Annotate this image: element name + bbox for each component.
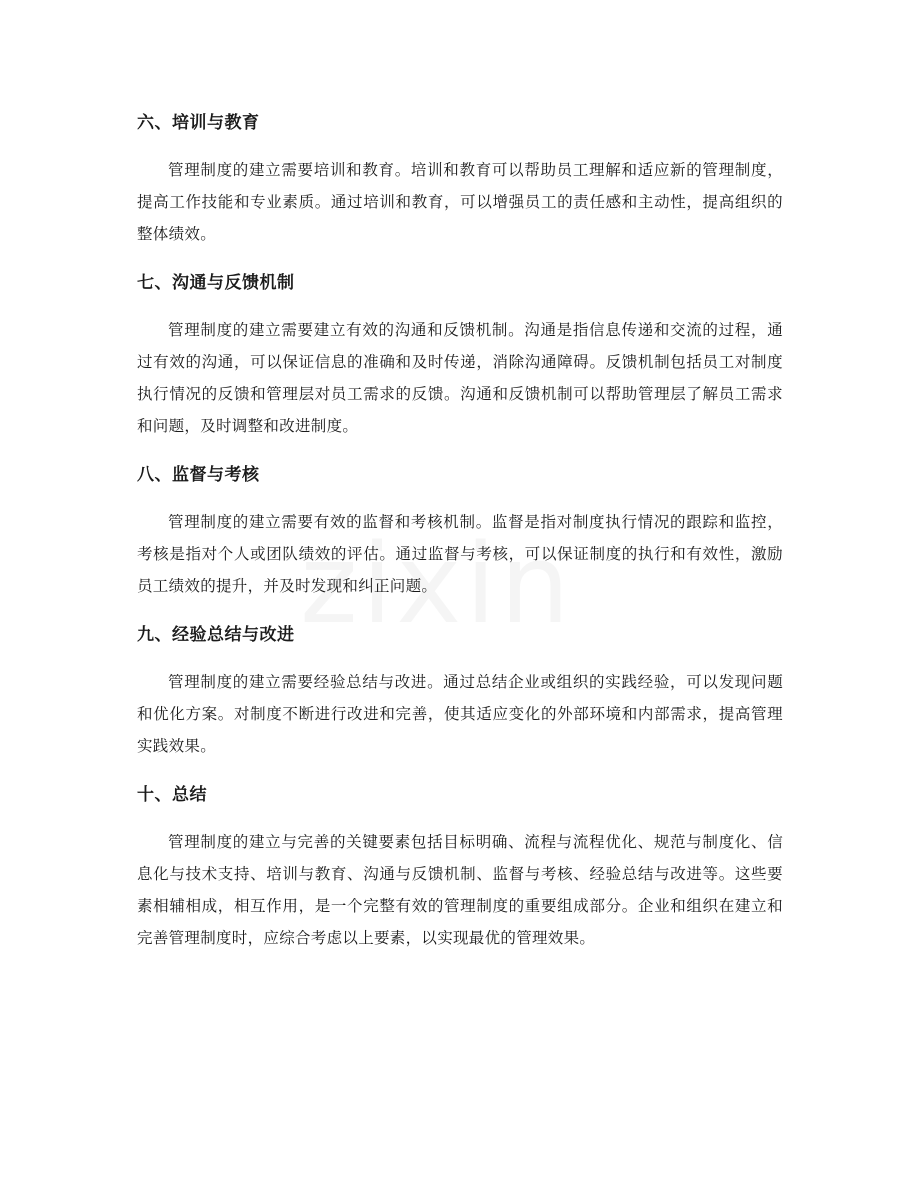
section-heading: 六、培训与教育 bbox=[137, 113, 260, 133]
document-body bbox=[137, 108, 783, 972]
section-paragraph: 管理制度的建立与完善的关键要素包括目标明确、流程与流程优化、规范与制度化、信息化与技术支持、培训与教育、沟通与反馈机制、监督与考核、经验总结与改进等。这些要素相辅相成，相互作用，是一个完整有效的管理制度的重要组成部分。企业和组织在建立和完善管理制度时，应综合考虑以上要素，以实现最优的管理效果。 bbox=[137, 833, 783, 947]
section-supervision bbox=[137, 460, 783, 602]
section-paragraph: 管理制度的建立需要建立有效的沟通和反馈机制。沟通是指信息传递和交流的过程，通过有效的沟通，可以保证信息的准确和及时传递，消除沟通障碍。反馈机制包括员工对制度执行情况的反馈和管理层对员工需求的反馈。沟通和反馈机制可以帮助管理层了解员工需求和问题，及时调整和改进制度。 bbox=[137, 321, 783, 435]
section-heading: 八、监督与考核 bbox=[137, 465, 260, 485]
section-paragraph: 管理制度的建立需要经验总结与改进。通过总结企业或组织的实践经验，可以发现问题和优化方案。对制度不断进行改进和完善，使其适应变化的外部环境和内部需求，提高管理实践效果。 bbox=[137, 673, 783, 755]
section-heading: 七、沟通与反馈机制 bbox=[137, 273, 295, 293]
section-paragraph: 管理制度的建立需要培训和教育。培训和教育可以帮助员工理解和适应新的管理制度，提高工作技能和专业素质。通过培训和教育，可以增强员工的责任感和主动性，提高组织的整体绩效。 bbox=[137, 161, 783, 243]
section-experience bbox=[137, 620, 783, 762]
section-summary bbox=[137, 780, 783, 954]
section-paragraph: 管理制度的建立需要有效的监督和考核机制。监督是指对制度执行情况的跟踪和监控，考核是指对个人或团队绩效的评估。通过监督与考核，可以保证制度的执行和有效性，激励员工绩效的提升，并及时发现和纠正问题。 bbox=[137, 513, 783, 595]
section-heading: 十、总结 bbox=[137, 785, 207, 805]
section-training bbox=[137, 108, 783, 250]
section-heading: 九、经验总结与改进 bbox=[137, 625, 295, 645]
section-communication bbox=[137, 268, 783, 442]
